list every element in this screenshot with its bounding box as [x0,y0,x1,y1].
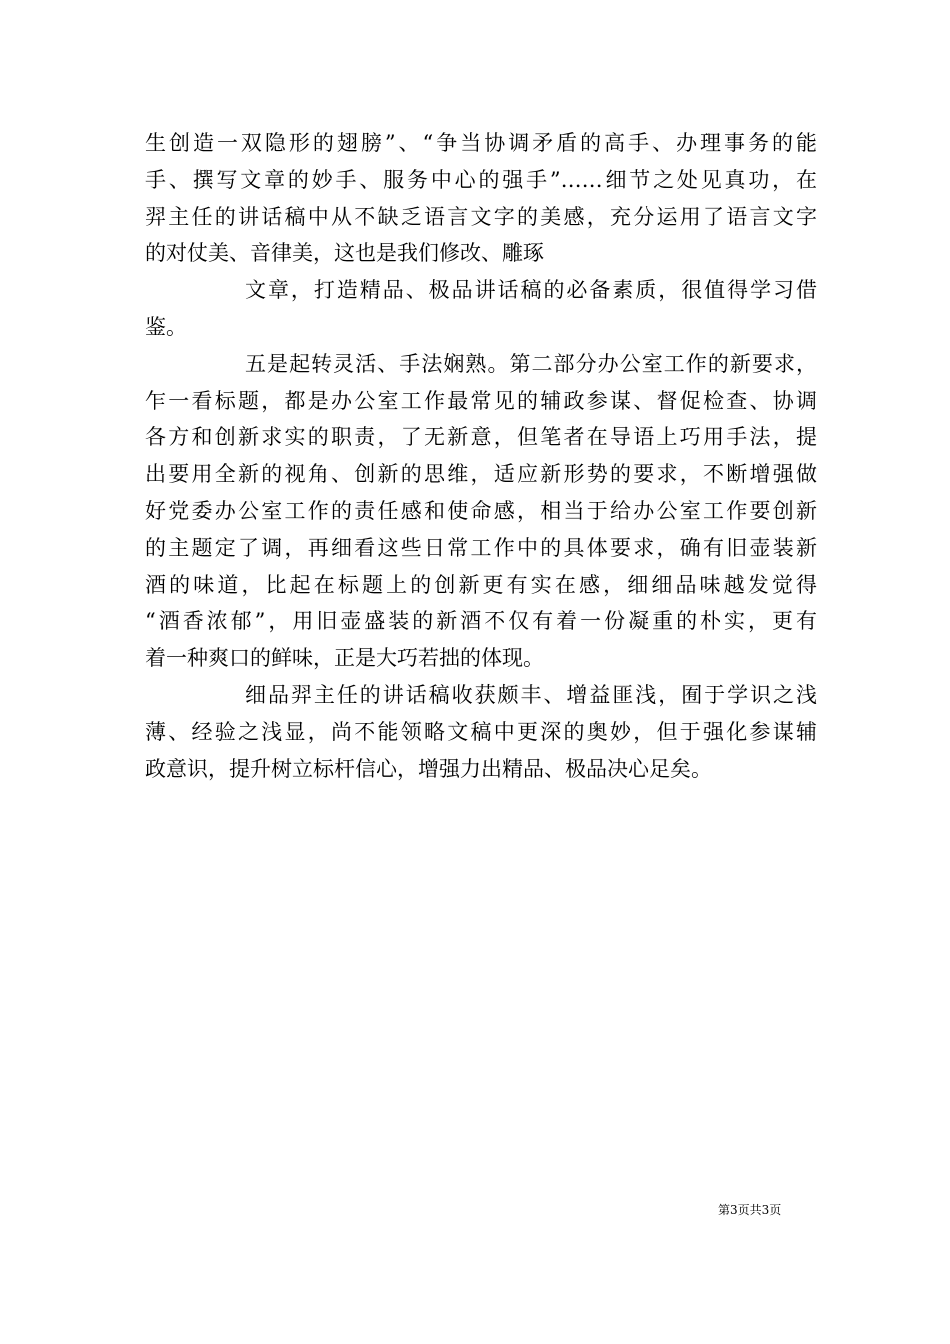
text-line: 各方和创新求实的职责，了无新意，但笔者在导语上巧用手法，提 [145,425,817,450]
text-line: 乍一看标题，都是办公室工作最常见的辅政参谋、督促检查、协调 [145,388,817,413]
text-line: 羿主任的讲话稿中从不缺乏语言文字的美感，充分运用了语言文字 [145,204,817,229]
text-line: 细品羿主任的讲话稿收获颇丰、增益匪浅，囿于学识之浅 [245,682,817,707]
text-line: 鉴。 [145,314,187,339]
body-text [145,125,817,787]
text-line: 文章，打造精品、极品讲话稿的必备素质，很值得学习借 [245,278,817,303]
text-line: 五是起转灵活、手法娴熟。第二部分办公室工作的新要求， [245,351,817,376]
text-line: “酒香浓郁”，用旧壶盛装的新酒不仅有着一份凝重的朴实，更有 [145,609,817,634]
text-line: 薄、经验之浅显，尚不能领略文稿中更深的奥妙，但于强化参谋辅 [145,719,817,744]
text-line: 着一种爽口的鲜味，正是大巧若拙的体现。 [145,646,544,671]
page-number: 第3页共3页 [718,1203,782,1217]
text-line: 的对仗美、音律美，这也是我们修改、雕琢 [145,241,544,266]
text-line: 好党委办公室工作的责任感和使命感，相当于给办公室工作要创新 [145,498,817,523]
text-line: 政意识，提升树立标杆信心，增强力出精品、极品决心足矣。 [145,756,712,781]
text-line: 的主题定了调，再细看这些日常工作中的具体要求，确有旧壶装新 [145,535,817,560]
text-line: 手、撰写文章的妙手、服务中心的强手”……细节之处见真功，在 [145,167,817,192]
text-line: 出要用全新的视角、创新的思维，适应新形势的要求，不断增强做 [145,462,817,487]
text-line: 酒的味道，比起在标题上的创新更有实在感，细细品味越发觉得 [145,572,817,597]
text-line: 生创造一双隐形的翅膀”、“争当协调矛盾的高手、办理事务的能 [145,131,817,155]
